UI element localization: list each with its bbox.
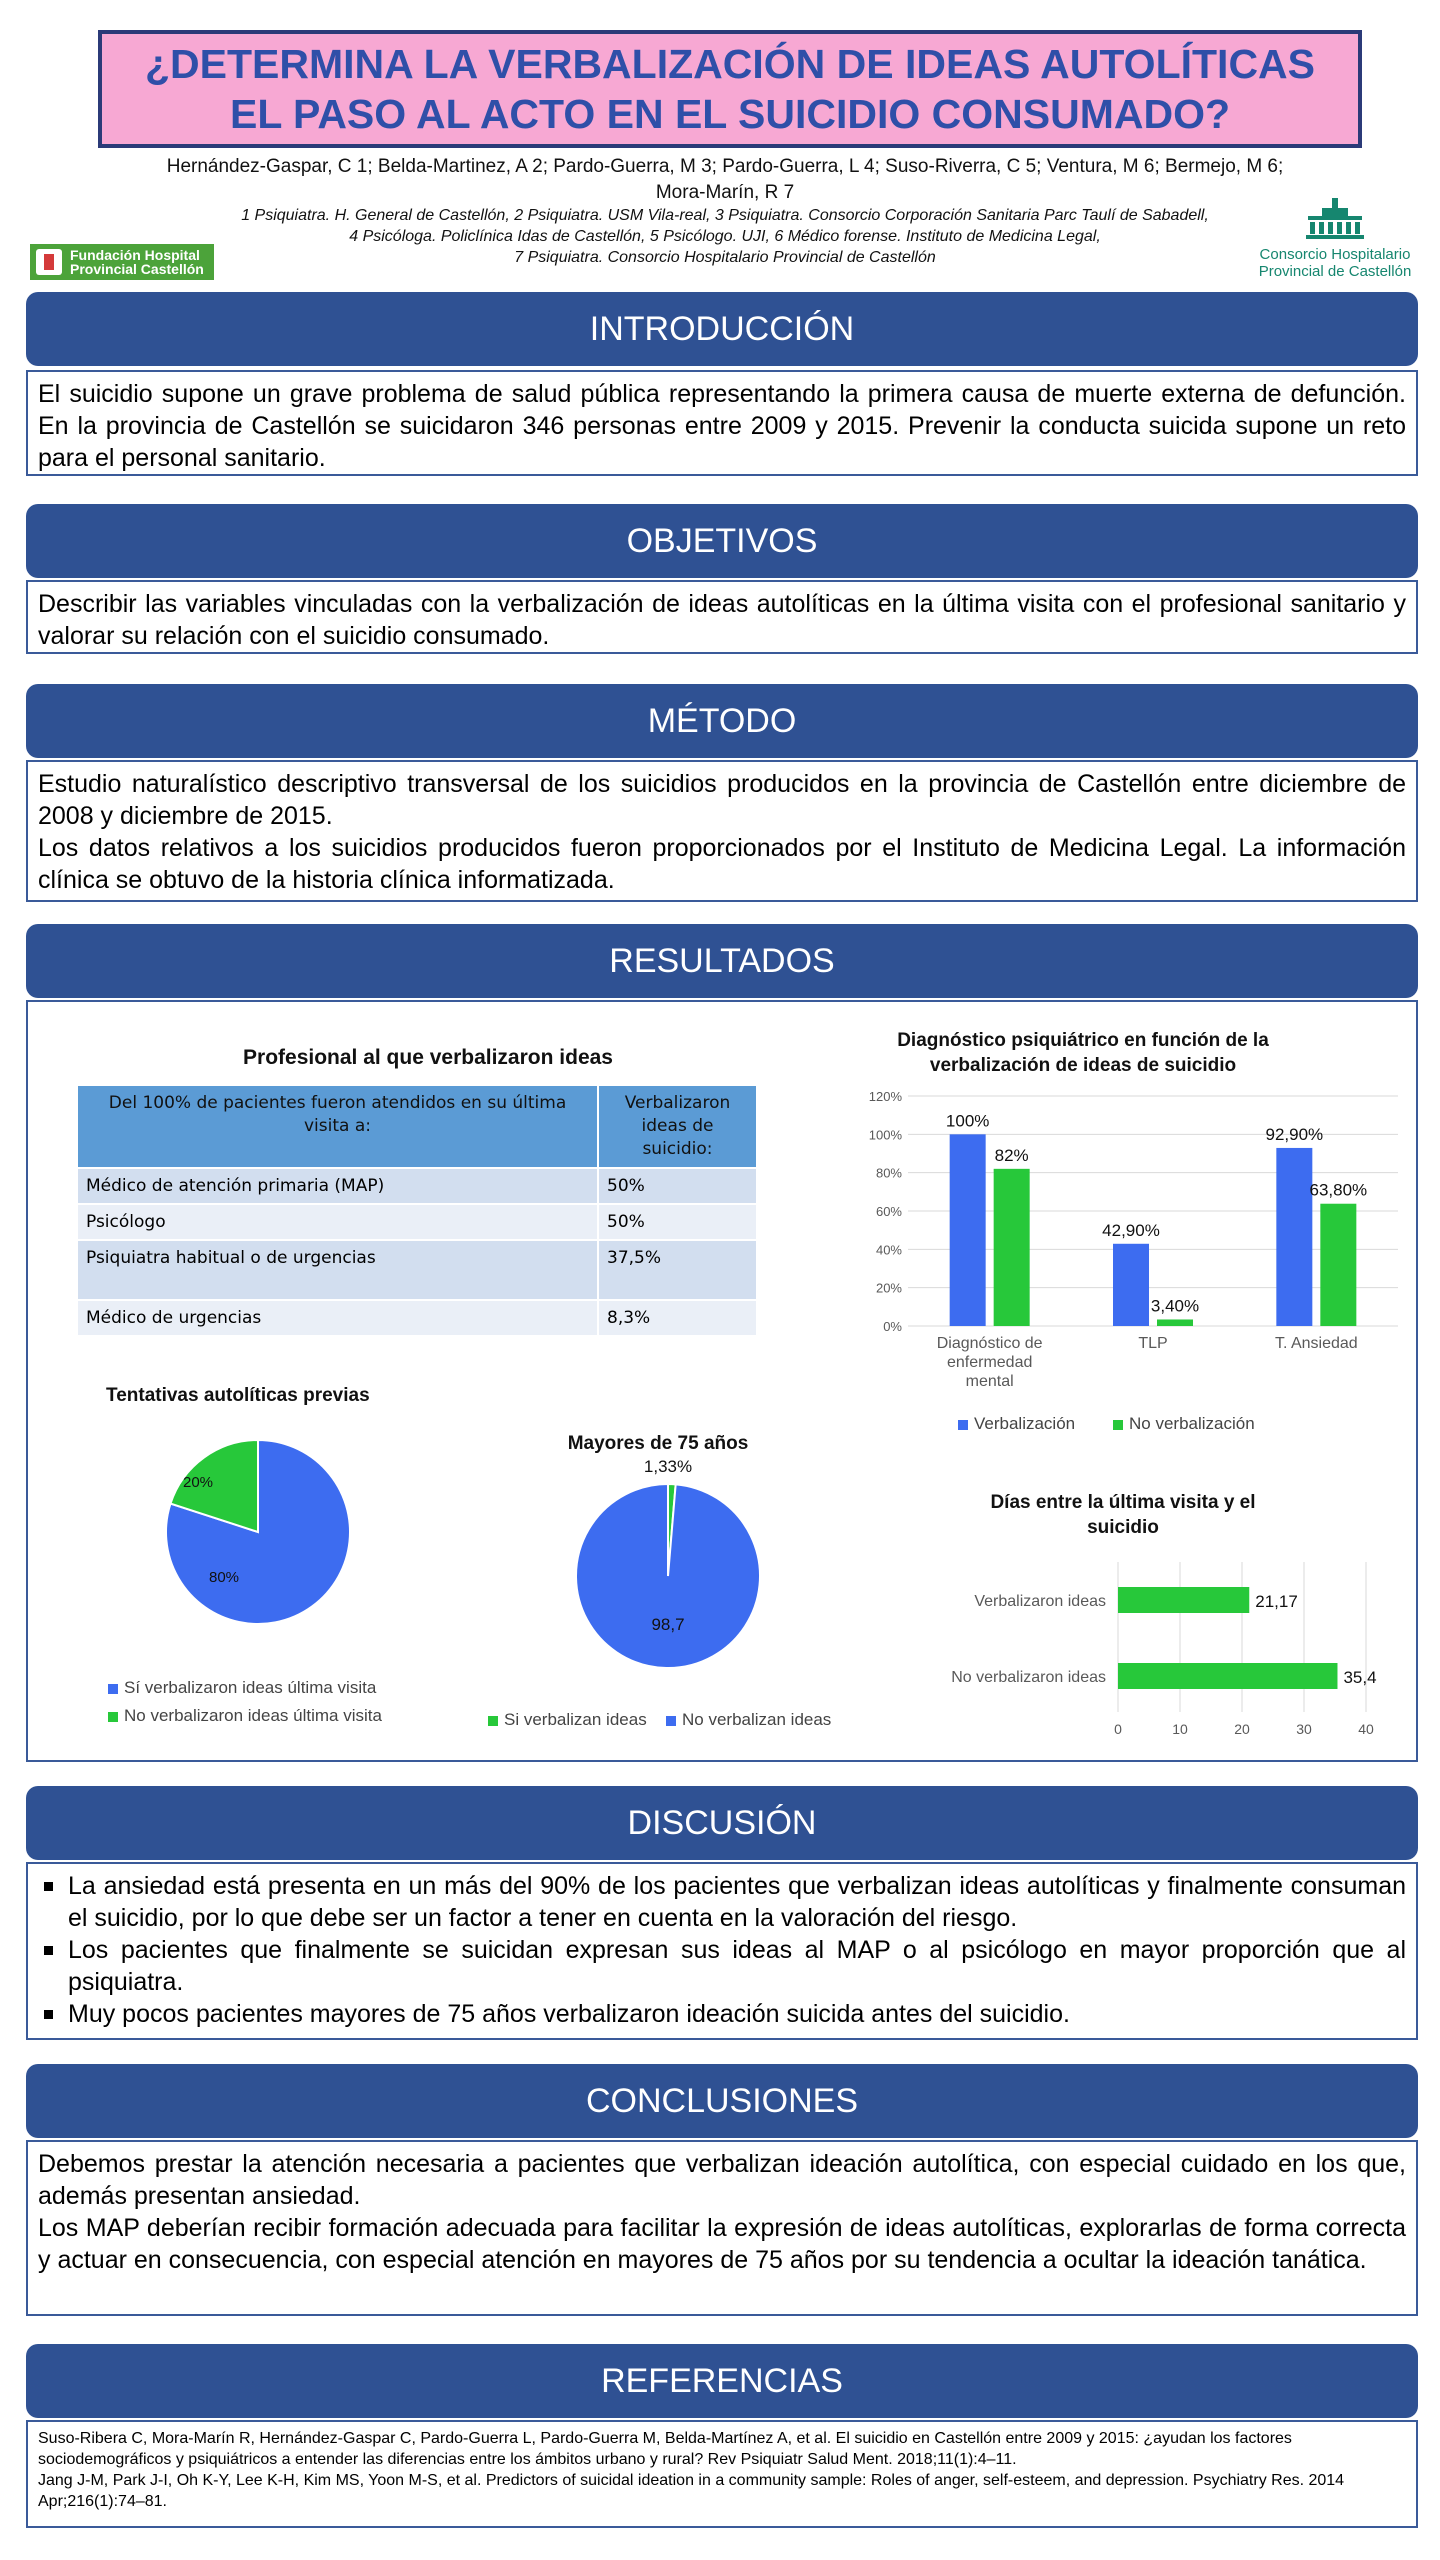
- legend-label: Si verbalizan ideas: [504, 1710, 647, 1729]
- reference-1: Suso-Ribera C, Mora-Marín R, Hernández-Gaspar C, Pardo-Guerra L, Pardo-Guerra M, Belda-Martínez A, et al. El suicidio en Castellón entre 2009 y 2015: ¿ayudan los factores sociodemográficos y psiquiátricos a entender las diferencias entre los ámbitos urbano y rural? Rev Psiquiatr Salud Ment. 2018;11(1):4–11.: [38, 2430, 1292, 2468]
- pie-label: 1,33%: [643, 1457, 693, 1476]
- metodo-body: [26, 760, 1418, 902]
- conclusiones-paragraph-1: Debemos prestar la atención necesaria a pacientes que verbalizan ideación autolítica, con especial cuidado en los que, además presentan ansiedad.: [38, 2150, 1406, 2210]
- bar-no-verbalizacion: [1157, 1319, 1193, 1326]
- data-label: 100%: [945, 1111, 990, 1131]
- list-item: Muy pocos pacientes mayores de 75 años verbalizaron ideación suicida antes del suicidio.: [38, 1998, 1406, 2030]
- objetivos-header: OBJETIVOS: [26, 504, 1418, 578]
- poster-title-line-1: ¿DETERMINA LA VERBALIZACIÓN DE IDEAS AUTOLÍTICAS: [144, 41, 1316, 87]
- legend-label: Verbalización: [974, 1414, 1076, 1433]
- authors-line-1: Hernández-Gaspar, C 1; Belda-Martinez, A 2; Pardo-Guerra, M 3; Pardo-Guerra, L 4; Suso-Riverra, C 5; Ventura, M 6; Bermejo, M 6;: [166, 156, 1284, 177]
- metodo-paragraph-2: Los datos relativos a los suicidios producidos fueron proporcionados por el Instituto de Medicina Legal. La información clínica se obtuvo de la historia clínica informatizada.: [38, 834, 1406, 894]
- diagnostico-bar-chart: [858, 1086, 1418, 1416]
- objetivos-body: [26, 580, 1418, 654]
- y-tick-label: 60%: [875, 1204, 902, 1219]
- consorcio-hospitalario-logo: [1250, 196, 1420, 280]
- x-tick-label: enfermedad: [946, 1354, 1033, 1371]
- introduccion-header: INTRODUCCIÓN: [26, 292, 1418, 366]
- data-label: 42,90%: [1102, 1220, 1160, 1240]
- mayores-pie-chart: [558, 1454, 778, 1674]
- legend-no-verbalizacion: [1113, 1408, 1255, 1440]
- discusion-body: [26, 1862, 1418, 2040]
- affiliation-line-1: 1 Psiquiatra. H. General de Castellón, 2 Psiquiatra. USM Vila-real, 3 Psiquiatra. Consorcio Corporación Sanitaria Parc Taulí de Sabadell,: [241, 207, 1209, 224]
- mayores-chart-title: Mayores de 75 años: [567, 1433, 749, 1454]
- bar-verbalizacion: [1113, 1244, 1149, 1326]
- pie-label: 80%: [208, 1569, 240, 1586]
- authors: [110, 154, 1340, 206]
- poster-title-line-2: EL PASO AL ACTO EN EL SUICIDIO CONSUMADO?: [229, 91, 1231, 137]
- bar: [1118, 1663, 1337, 1689]
- list-item: Los pacientes que finalmente se suicidan expresan sus ideas al MAP o al psicólogo en mayor proporción que al psiquiatra.: [38, 1934, 1406, 1998]
- resultados-header: RESULTADOS: [26, 924, 1418, 998]
- bar-no-verbalizacion: [1320, 1204, 1356, 1326]
- introduccion-body: [26, 370, 1418, 476]
- table-cell: Médico de urgencias: [78, 1300, 598, 1335]
- referencias-body: [26, 2420, 1418, 2528]
- bar-verbalizacion: [950, 1134, 986, 1326]
- table-cell: 8,3%: [598, 1300, 757, 1335]
- legend-verbalizacion: [958, 1408, 1075, 1440]
- table-cell: Psicólogo: [78, 1204, 598, 1240]
- affiliations: [150, 205, 1300, 268]
- y-tick-label: 100%: [868, 1127, 902, 1143]
- metodo-paragraph-1: Estudio naturalístico descriptivo transversal de los suicidios producidos en la provincia de Castellón entre diciembre de 2008 y diciembre de 2015.: [38, 770, 1406, 830]
- affiliation-line-3: 7 Psiquiatra. Consorcio Hospitalario Provincial de Castellón: [514, 249, 936, 266]
- data-label: 82%: [994, 1145, 1029, 1165]
- table-cell: Médico de atención primaria (MAP): [78, 1168, 598, 1204]
- logo-right-line-2: Provincial de Castellón: [1258, 263, 1412, 280]
- tentativas-pie-chart: [158, 1432, 358, 1632]
- table-row: [78, 1240, 757, 1300]
- x-tick-label: 30: [1296, 1721, 1312, 1737]
- legend-no-verbalizaron: [108, 1700, 382, 1732]
- introduccion-text: El suicidio supone un grave problema de salud pública representando la primera causa de muerte externa de defunción. En la provincia de Castellón se suicidaron 346 personas entre 2009 y 2015. Prevenir la conducta suicida supone un reto para el personal sanitario.: [38, 380, 1406, 472]
- x-tick-label: 40: [1358, 1721, 1374, 1737]
- discusion-header: DISCUSIÓN: [26, 1786, 1418, 1860]
- logo-left-line-2: Provincial Castellón: [70, 261, 204, 277]
- legend-label: No verbalizan ideas: [682, 1710, 832, 1729]
- profesional-table-title: Profesional al que verbalizaron ideas: [243, 1046, 613, 1069]
- building-icon: [1304, 196, 1366, 240]
- y-tick-label: 80%: [875, 1165, 902, 1181]
- legend-label: No verbalización: [1129, 1414, 1255, 1433]
- data-label: 63,80%: [1309, 1180, 1368, 1200]
- x-tick-label: 0: [1114, 1721, 1122, 1737]
- pie-label: 98,7: [651, 1615, 685, 1634]
- table-row: [78, 1300, 757, 1335]
- data-label: 35,4: [1343, 1668, 1377, 1687]
- legend-no-verbalizan: [666, 1704, 831, 1736]
- x-tick-label: 20: [1234, 1721, 1250, 1737]
- authors-line-2: Mora-Marín, R 7: [655, 182, 795, 203]
- discusion-list: [38, 1870, 1406, 2030]
- reference-2: Jang J-M, Park J-I, Oh K-Y, Lee K-H, Kim MS, Yoon M-S, et al. Predictors of suicidal ideation in a community sample: Roles of anger, self-esteem, and depression. Psychiatry Res. 2014 Apr;216(1):74–81.: [38, 2472, 1345, 2510]
- logo-right-line-1: Consorcio Hospitalario: [1259, 246, 1411, 263]
- table-header-cell: Del 100% de pacientes fueron atendidos en su última visita a:: [78, 1086, 598, 1168]
- legend-label: No verbalizaron ideas última visita: [124, 1706, 382, 1725]
- pie-slice: [576, 1484, 760, 1668]
- diagnostico-chart-title: Diagnóstico psiquiátrico en función de la verbalización de ideas de suicidio: [897, 1030, 1269, 1076]
- conclusiones-header: CONCLUSIONES: [26, 2064, 1418, 2138]
- y-tick-label: No verbalizaron ideas: [951, 1669, 1106, 1686]
- data-label: 92,90%: [1265, 1124, 1324, 1144]
- conclusiones-paragraph-2: Los MAP deberían recibir formación adecuada para facilitar la expresión de ideas autolíticas, explorarlas de forma correcta y actuar en consecuencia, con especial atención en mayores de 75 años por su tendencia a ocultar la ideación tanática.: [38, 2214, 1406, 2274]
- resultados-body: [26, 1000, 1418, 1762]
- x-tick-label: TLP: [1138, 1335, 1168, 1352]
- table-cell: Psiquiatra habitual o de urgencias: [78, 1240, 598, 1300]
- bar-no-verbalizacion: [994, 1169, 1030, 1326]
- y-tick-label: Verbalizaron ideas: [974, 1593, 1106, 1610]
- data-label: 3,40%: [1150, 1296, 1200, 1316]
- fundacion-hospital-logo: [30, 244, 214, 280]
- y-tick-label: 40%: [875, 1242, 902, 1258]
- pie-label: 20%: [182, 1474, 214, 1491]
- table-cell: 50%: [598, 1204, 757, 1240]
- profesional-table: [78, 1086, 758, 1335]
- affiliation-line-2: 4 Psicóloga. Policlínica Idas de Castellón, 5 Psicólogo. UJI, 6 Médico forense. Instituto de Medicina Legal,: [349, 228, 1101, 245]
- data-label: 21,17: [1255, 1592, 1298, 1611]
- bar: [1118, 1587, 1249, 1613]
- objetivos-text: Describir las variables vinculadas con la verbalización de ideas autolíticas en la última visita con el profesional sanitario y valorar su relación con el suicidio consumado.: [38, 590, 1406, 650]
- x-tick-label: Diagnóstico de: [936, 1335, 1043, 1352]
- logo-left-line-1: Fundación Hospital: [70, 247, 200, 263]
- legend-si-verbalizan: [488, 1704, 647, 1736]
- y-tick-label: 0%: [883, 1319, 902, 1334]
- metodo-header: MÉTODO: [26, 684, 1418, 758]
- y-tick-label: 120%: [868, 1089, 902, 1104]
- table-row: [78, 1204, 757, 1240]
- dias-chart-title: Días entre la última visita y el suicidio: [990, 1492, 1256, 1538]
- y-tick-label: 20%: [875, 1280, 902, 1296]
- table-row: [78, 1168, 757, 1204]
- legend-label: Sí verbalizaron ideas última visita: [124, 1678, 377, 1697]
- referencias-header: REFERENCIAS: [26, 2344, 1418, 2418]
- x-tick-label: mental: [965, 1373, 1014, 1390]
- table-cell: 37,5%: [598, 1240, 757, 1300]
- list-item: La ansiedad está presenta en un más del 90% de los pacientes que verbalizan ideas autolíticas y finalmente consuman el suicidio, por lo que debe ser un factor a tener en cuenta en la valoración del riesgo.: [38, 1870, 1406, 1934]
- table-cell: 50%: [598, 1168, 757, 1204]
- conclusiones-body: [26, 2140, 1418, 2316]
- poster-title-box: [98, 30, 1362, 148]
- tentativas-chart-title: Tentativas autolíticas previas: [106, 1385, 370, 1406]
- dias-bar-chart: [888, 1552, 1388, 1742]
- x-tick-label: 10: [1172, 1721, 1188, 1737]
- table-header-cell: Verbalizaron ideas de suicidio:: [598, 1086, 757, 1168]
- hospital-logo-icon: [36, 249, 62, 275]
- bar-verbalizacion: [1276, 1148, 1312, 1326]
- x-tick-label: T. Ansiedad: [1274, 1335, 1358, 1352]
